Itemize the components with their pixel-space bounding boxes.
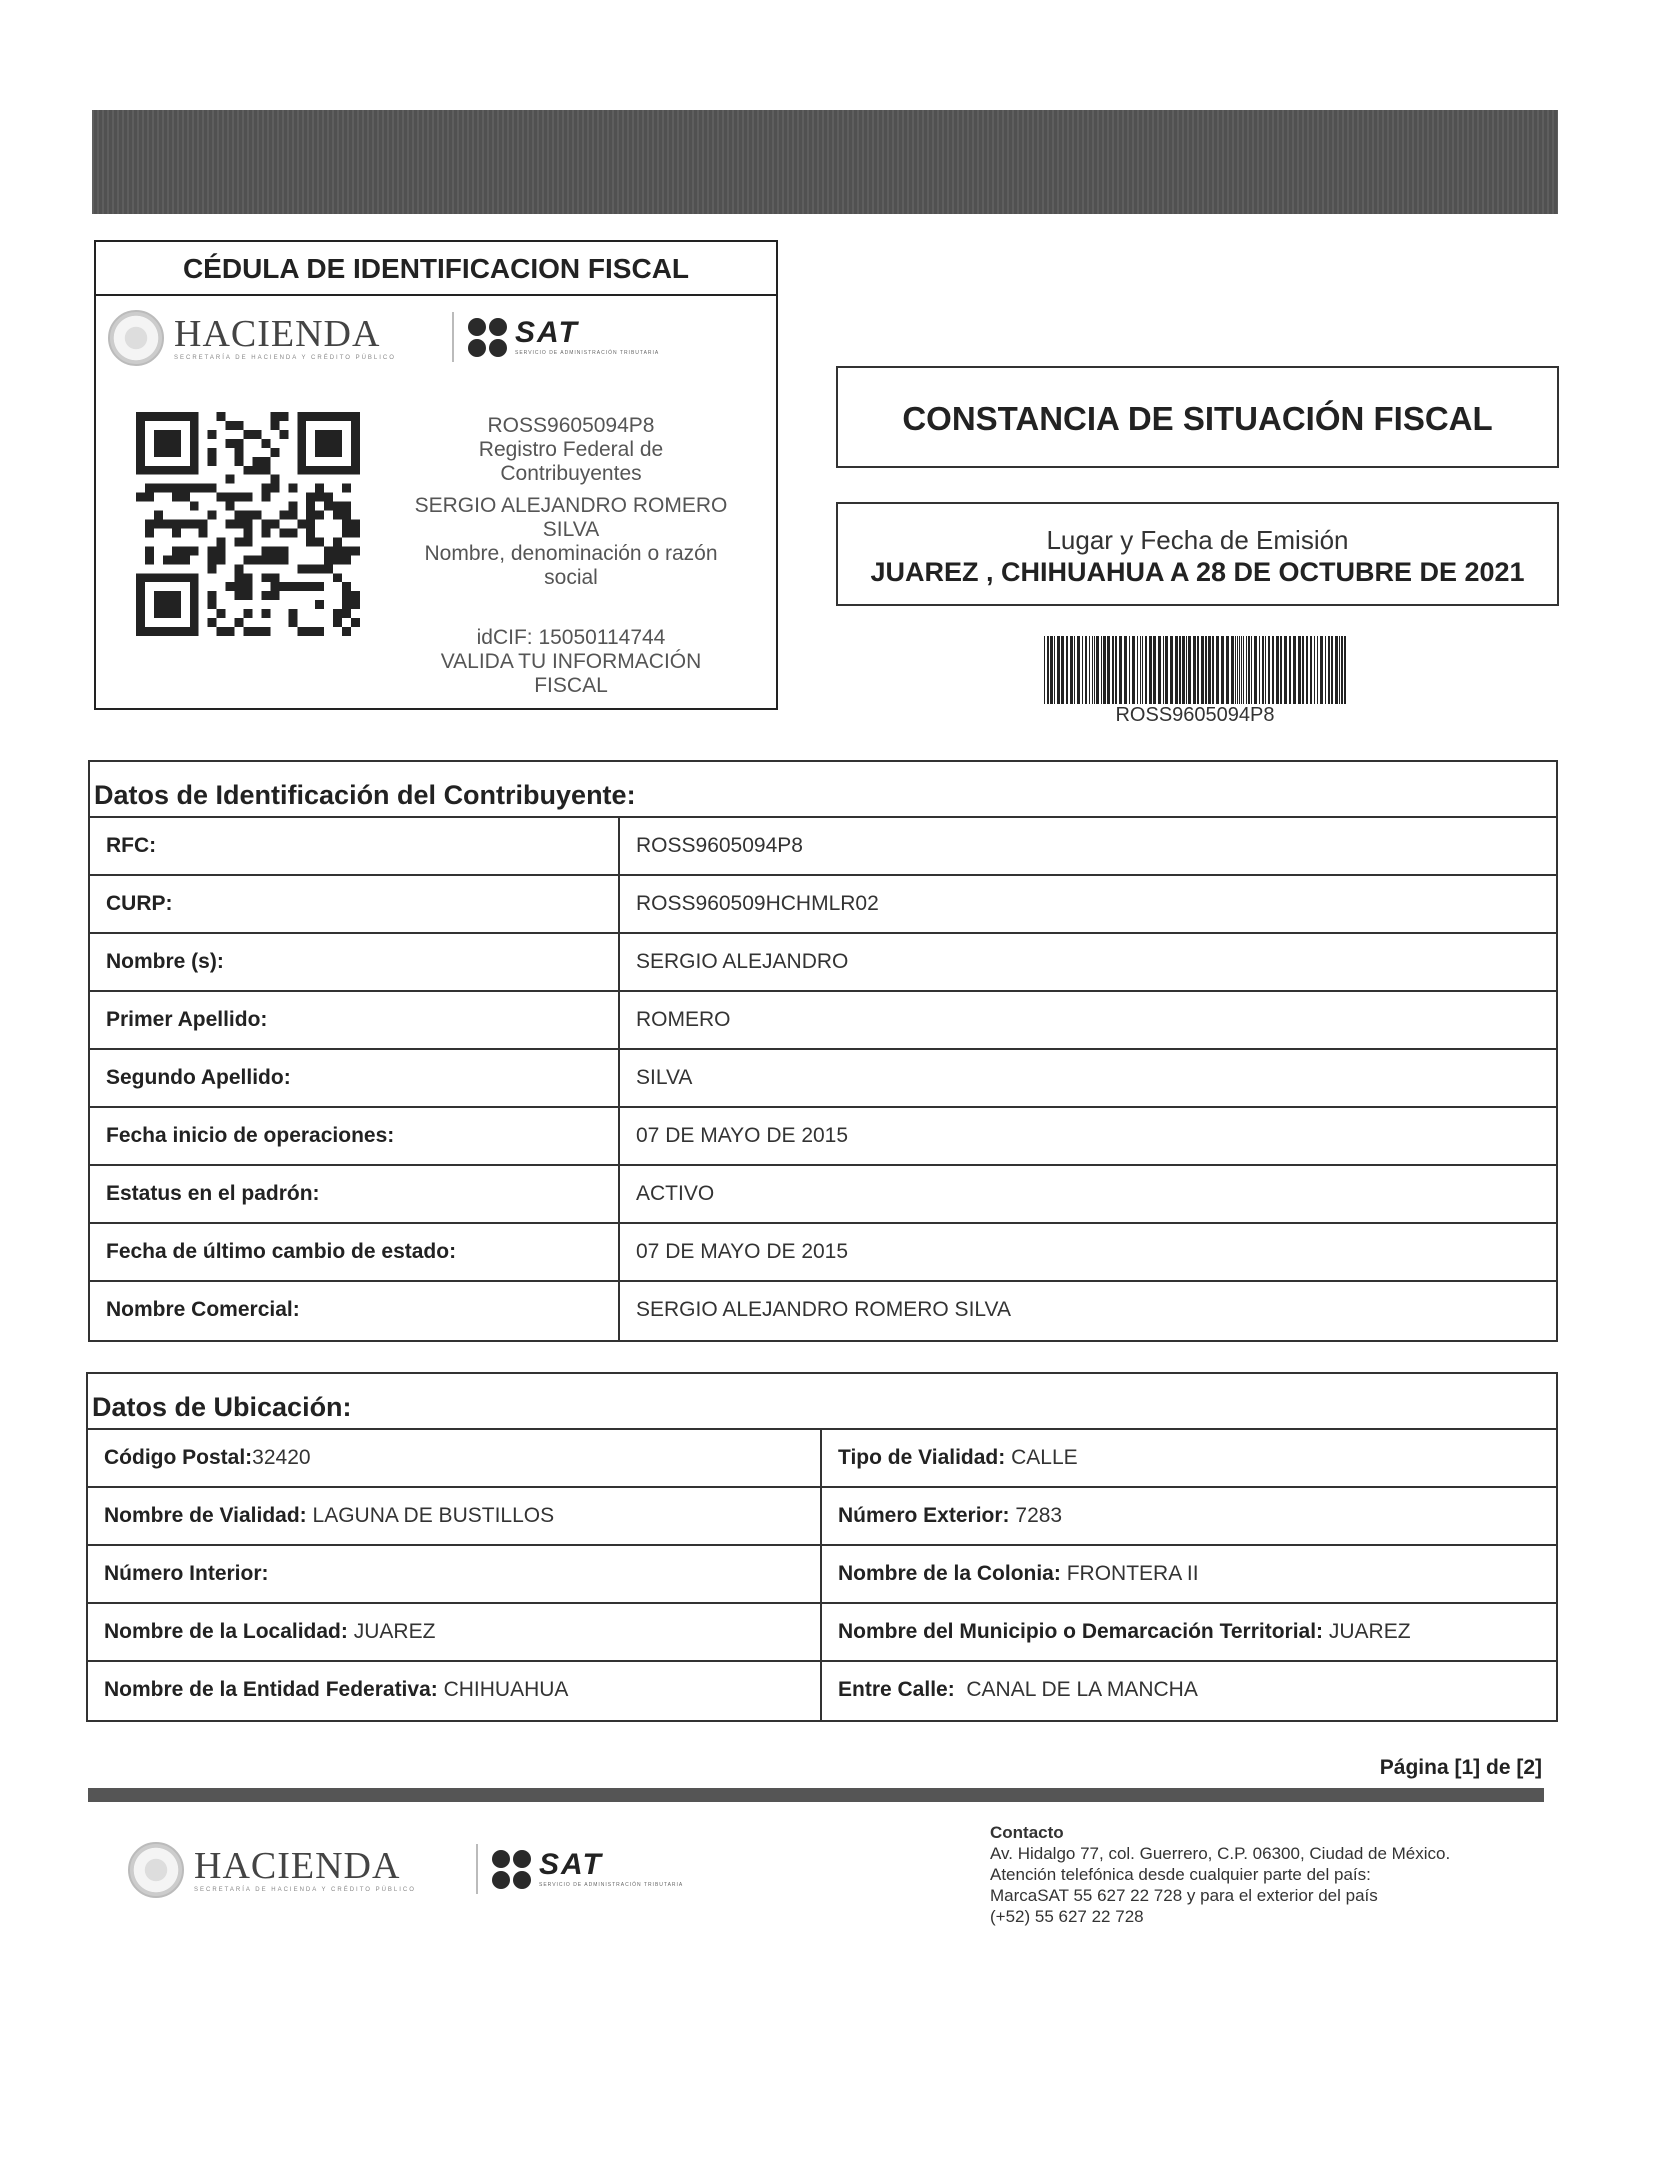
row-label: Primer Apellido:	[90, 992, 620, 1048]
national-seal-icon	[128, 1842, 184, 1898]
qr-code-icon	[136, 412, 360, 636]
row-value: 07 DE MAYO DE 2015	[636, 1240, 849, 1263]
ubicacion-title: Datos de Ubicación:	[88, 1374, 1556, 1430]
row-value: ACTIVO	[636, 1182, 715, 1205]
hacienda-wordmark: HACIENDA	[174, 313, 381, 355]
contacto-line: MarcaSAT 55 627 22 728 y para el exterior del país	[990, 1886, 1378, 1905]
cedula-name-line2: SILVA	[542, 518, 600, 541]
cell-value: JUAREZ	[1328, 1620, 1411, 1643]
contacto-line: Av. Hidalgo 77, col. Guerrero, C.P. 06300, Ciudad de México.	[990, 1844, 1451, 1863]
cedula-valida-line1: VALIDA TU INFORMACIÓN	[440, 650, 702, 673]
table-row	[90, 934, 1556, 992]
cedula-name-caption-line1: Nombre, denominación o razón	[424, 542, 718, 565]
cell-value: CANAL DE LA MANCHA	[966, 1678, 1198, 1701]
sat-subtitle: SERVICIO DE ADMINISTRACIÓN TRIBUTARIA	[515, 350, 660, 356]
cell-label: Tipo de Vialidad:	[838, 1446, 1006, 1469]
table-row	[90, 818, 1556, 876]
table-row	[88, 1430, 1556, 1488]
constancia-title-box	[836, 366, 1559, 468]
cell-label: Nombre de la Colonia:	[838, 1562, 1061, 1585]
identificacion-table	[88, 760, 1558, 1342]
cedula-title: CÉDULA DE IDENTIFICACION FISCAL	[96, 242, 776, 296]
ubicacion-table	[86, 1372, 1558, 1722]
cell-label: Entre Calle:	[838, 1678, 955, 1701]
barcode-label: ROSS9605094P8	[1115, 704, 1275, 726]
contacto-line: (+52) 55 627 22 728	[990, 1907, 1144, 1926]
cell-label: Código Postal:	[104, 1446, 253, 1469]
table-row	[88, 1604, 1556, 1662]
scan-header-band	[92, 110, 1558, 214]
contacto-block	[990, 1822, 1450, 1927]
lugar-fecha-value: JUAREZ , CHIHUAHUA A 28 DE OCTUBRE DE 2021	[870, 557, 1525, 587]
row-value: 07 DE MAYO DE 2015	[636, 1124, 849, 1147]
table-row	[90, 1050, 1556, 1108]
row-label: Segundo Apellido:	[90, 1050, 620, 1106]
row-label: CURP:	[90, 876, 620, 932]
table-row	[90, 1224, 1556, 1282]
contacto-line: Atención telefónica desde cualquier parte del país:	[990, 1865, 1371, 1884]
row-label: Fecha inicio de operaciones:	[90, 1108, 620, 1164]
cell-label: Número Exterior:	[838, 1504, 1010, 1527]
row-label: Nombre (s):	[90, 934, 620, 990]
cell-value: CALLE	[1011, 1446, 1078, 1469]
hacienda-subtitle: SECRETARÍA DE HACIENDA Y CRÉDITO PÚBLICO	[174, 355, 396, 361]
sat-wordmark: SAT	[515, 316, 579, 349]
constancia-title: CONSTANCIA DE SITUACIÓN FISCAL	[902, 400, 1493, 437]
row-value: ROSS9605094P8	[636, 834, 803, 857]
table-row	[90, 1282, 1556, 1340]
table-row	[88, 1546, 1556, 1604]
cell-value: JUAREZ	[353, 1620, 436, 1643]
row-label: Fecha de último cambio de estado:	[90, 1224, 620, 1280]
cedula-name-line1: SERGIO ALEJANDRO ROMERO	[414, 494, 728, 517]
footer-hacienda-logo	[128, 1842, 416, 1898]
cell-label: Nombre de la Entidad Federativa:	[104, 1678, 438, 1701]
sat-dots-icon	[468, 318, 507, 357]
row-value: ROSS960509HCHMLR02	[636, 892, 879, 915]
lugar-fecha-label: Lugar y Fecha de Emisión	[1046, 525, 1349, 555]
cell-label: Nombre de la Localidad:	[104, 1620, 348, 1643]
cedula-idcif: idCIF: 15050114744	[476, 626, 666, 649]
cell-value: FRONTERA II	[1066, 1562, 1199, 1585]
identificacion-title: Datos de Identificación del Contribuyente:	[90, 762, 1556, 818]
table-row	[90, 1108, 1556, 1166]
national-seal-icon	[108, 310, 164, 366]
row-label: Estatus en el padrón:	[90, 1166, 620, 1222]
cedula-box	[94, 240, 778, 710]
row-value: SERGIO ALEJANDRO ROMERO SILVA	[636, 1298, 1011, 1321]
lugar-fecha-box	[836, 502, 1559, 606]
table-row	[90, 992, 1556, 1050]
cedula-rfc-caption: Registro Federal de Contribuyentes	[478, 438, 664, 485]
cell-label: Número Interior:	[104, 1562, 269, 1585]
table-row	[90, 1166, 1556, 1224]
sat-wordmark: SAT	[539, 1848, 603, 1881]
hacienda-subtitle: SECRETARÍA DE HACIENDA Y CRÉDITO PÚBLICO	[194, 1887, 416, 1893]
cedula-name-caption-line2: social	[544, 566, 598, 589]
footer-sat-logo	[476, 1844, 683, 1894]
footer-band	[88, 1788, 1544, 1802]
table-row	[90, 876, 1556, 934]
table-row	[88, 1662, 1556, 1720]
contacto-title: Contacto	[990, 1823, 1064, 1842]
row-label: Nombre Comercial:	[90, 1282, 620, 1340]
cell-label: Nombre de Vialidad:	[104, 1504, 307, 1527]
cell-value: CHIHUAHUA	[443, 1678, 569, 1701]
cell-label: Nombre del Municipio o Demarcación Territorial:	[838, 1620, 1324, 1643]
cell-value: 32420	[252, 1446, 311, 1469]
row-label: RFC:	[90, 818, 620, 874]
table-row	[88, 1488, 1556, 1546]
row-value: ROMERO	[636, 1008, 731, 1031]
sat-logo	[452, 312, 659, 362]
hacienda-logo	[108, 310, 396, 366]
cedula-valida-line2: FISCAL	[534, 674, 608, 697]
cell-value: LAGUNA DE BUSTILLOS	[312, 1504, 555, 1527]
barcode-icon	[1040, 636, 1350, 704]
sat-subtitle: SERVICIO DE ADMINISTRACIÓN TRIBUTARIA	[539, 1882, 684, 1888]
row-value: SILVA	[636, 1066, 693, 1089]
hacienda-wordmark: HACIENDA	[194, 1845, 401, 1887]
sat-dots-icon	[492, 1850, 531, 1889]
cell-value: 7283	[1015, 1504, 1063, 1527]
cedula-rfc: ROSS9605094P8	[487, 414, 655, 437]
page-number: Página [1] de [2]	[1379, 1756, 1542, 1779]
row-value: SERGIO ALEJANDRO	[636, 950, 849, 973]
